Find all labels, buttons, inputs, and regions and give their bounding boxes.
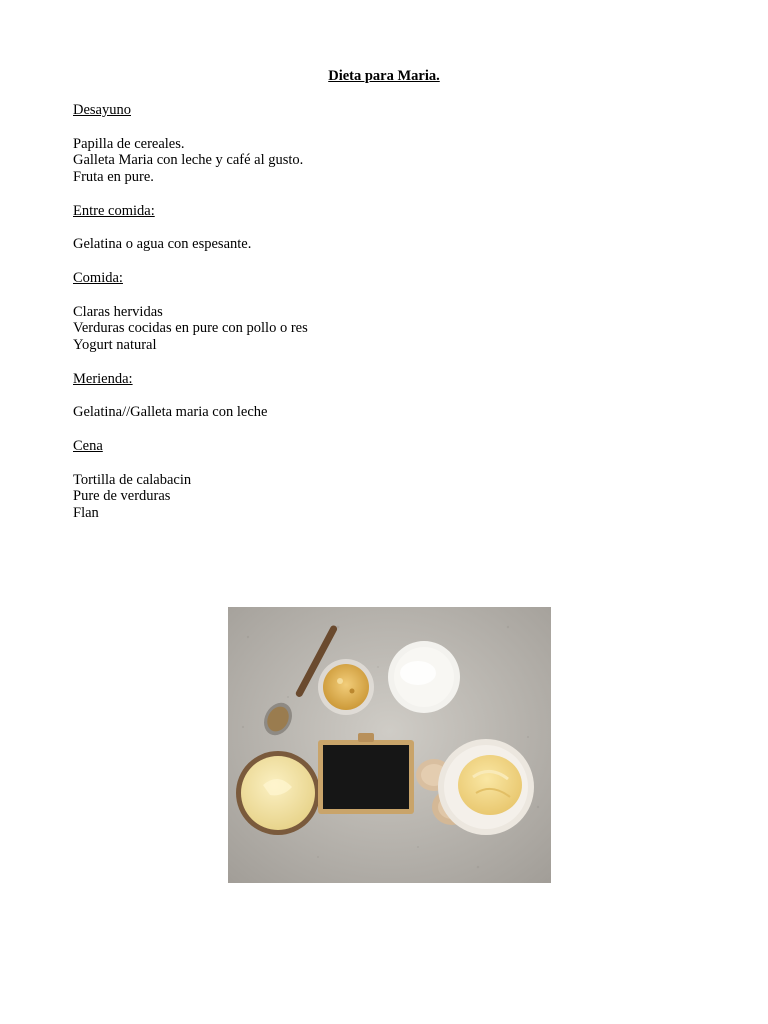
puree-bowl-icon [236, 751, 320, 835]
section-heading: Entre comida: [73, 202, 155, 219]
section-entre-comida [73, 203, 693, 270]
section-item: Papilla de cereales. [73, 135, 185, 152]
section-item: Flan [73, 505, 99, 522]
section-item: Gelatina o agua con espesante. [73, 236, 252, 253]
section-item: Tortilla de calabacin [73, 471, 192, 488]
section-heading: Cena [73, 437, 103, 454]
chalkboard-icon [318, 733, 414, 814]
section-item: Verduras cocidas en pure con pollo o res [73, 320, 308, 337]
yogurt-bowl-icon [388, 641, 460, 713]
section-item: Pure de verduras [73, 488, 171, 505]
section-item: Galleta Maria con leche y café al gusto. [73, 152, 304, 169]
section-heading: Merienda: [73, 370, 133, 387]
food-photo [228, 607, 551, 883]
food-photo-illustration [228, 607, 551, 883]
section-item: Gelatina//Galleta maria con leche [73, 404, 268, 421]
document-title: Dieta para Maria. [328, 68, 440, 84]
section-comida [73, 270, 693, 371]
section-merienda [73, 371, 693, 438]
section-item: Fruta en pure. [73, 169, 154, 186]
mashed-potato-plate-icon [438, 739, 534, 835]
section-item: Claras hervidas [73, 303, 163, 320]
section-heading: Desayuno [73, 102, 131, 118]
honey-glass-icon [318, 659, 374, 715]
section-heading: Comida: [73, 269, 123, 286]
section-item: Yogurt natural [73, 337, 157, 354]
section-cena [73, 438, 693, 522]
section-desayuno [73, 102, 693, 203]
document-body [73, 102, 693, 522]
